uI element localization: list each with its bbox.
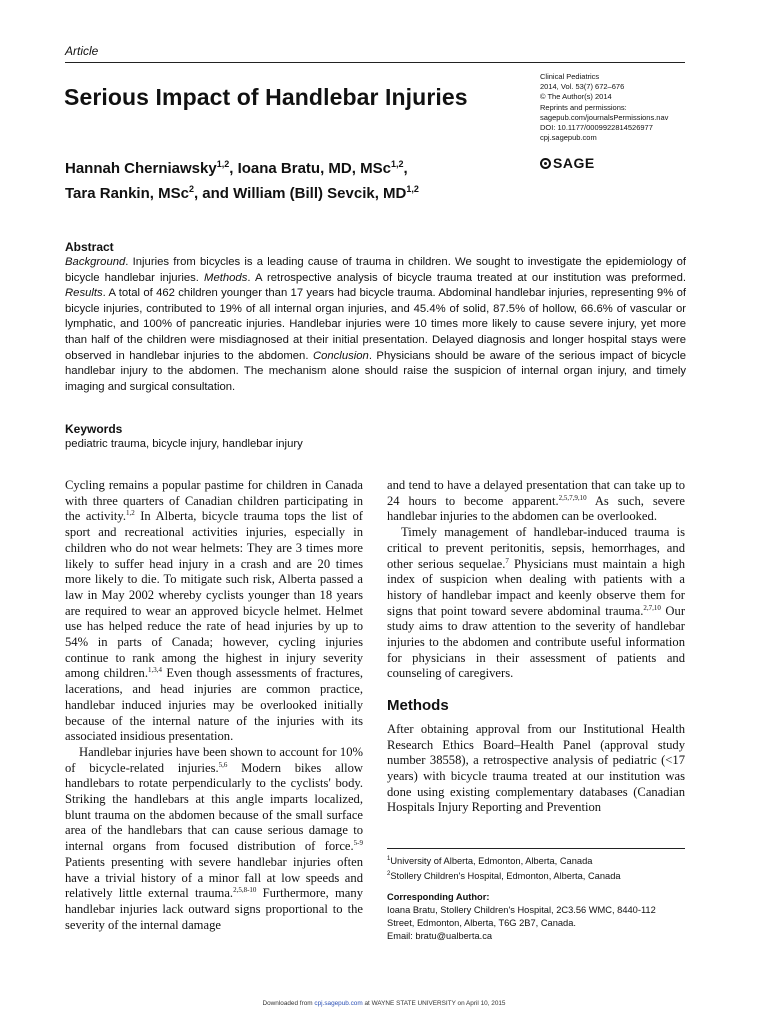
body-text: Furthermore, many handlebar injuries lack outward signs proportional to the severity of the internal damage — [65, 886, 363, 932]
body-paragraph — [387, 525, 685, 682]
body-column-right — [387, 478, 685, 816]
footnote-rule — [387, 848, 685, 849]
sage-logo-text: SAGE — [553, 155, 595, 171]
citation-ref[interactable]: 5,6 — [218, 760, 228, 769]
body-text: Physicians must maintain a high index of suspicion when dealing with patients with a history of handlebar impact and keenly observe them for signs that point toward severe abdominal trauma. — [387, 556, 686, 618]
affiliation-number: 2 — [387, 871, 391, 878]
article-type-label: Article — [65, 44, 99, 58]
keywords-heading: Keywords — [65, 422, 123, 436]
citation-ref[interactable]: 2,5,8-10 — [233, 886, 257, 895]
abstract-results-text: . A total of 462 children younger than 17 years had bicycle trauma. Abdominal handlebar injuries, representing 9% of bicycle injuries, contributed to 19% of all internal organ injuries, and 45.4% of solid, 87.5% of hollow, 66.6% of vascular or lymphatic, and 100% of pancreatic injuries. Handlebar injuries were 10 times more likely to cause severe injury, yet more than half of the children were misdiagnosed at their initial presentation. Delayed diagnosis and longer hospital stays were observed in handlebar injuries to the abdomen. — [65, 287, 686, 362]
author-name: Hannah Cherniawsky — [65, 160, 217, 177]
download-notice-text: at WAYNE STATE UNIVERSITY on April 10, 2015 — [362, 1000, 506, 1007]
sage-logo — [540, 155, 595, 171]
corresponding-author-heading: Corresponding Author: — [387, 892, 490, 903]
author-affiliation-ref: 1,2 — [390, 159, 404, 169]
citation-ref[interactable]: 7 — [505, 556, 509, 565]
affiliation-text: Stollery Children's Hospital, Edmonton, Alberta, Canada — [390, 871, 621, 882]
download-notice-text: Downloaded from — [262, 1000, 315, 1007]
affiliation-number: 1 — [387, 856, 391, 862]
abstract-methods-text: . A retrospective analysis of bicycle trauma treated at our institution was preformed. — [247, 271, 687, 284]
corresponding-author-email[interactable]: Email: bratu@ualberta.ca — [387, 931, 493, 942]
affiliation-text: University of Alberta, Edmonton, Alberta, Canada — [390, 856, 593, 867]
body-text: Cycling remains a popular pastime for children in Canada with three quarters of Canadian children participating in the activity. — [65, 478, 363, 524]
body-paragraph: After obtaining approval from our Institutional Health Research Ethics Board–Health Panel (approval study number 38558), a retrospective analysis of pediatric (<17 years) with bicycle trauma treated at our institution was done using existing complementary databases (Canadian Hospitals Injury Reporting and Prevention — [387, 721, 685, 815]
abstract-results-label: Results — [65, 287, 103, 300]
citation-ref[interactable]: 2,7,10 — [643, 603, 661, 612]
body-text: In Alberta, bicycle trauma tops the list of sport and recreational activities injuries, especially in children who do not wear helmets: They are 3 times more likely to suffer head injury in a crash and are 20 times more likely to die. To mitigate such risk, Alberta passed a law in May 2002 whereby cyclists younger than 18 years are required to wear an approved bicycle helmet. Helmet use has helped reduce the rate of head injuries by up to 54% in parts of Canada; however, cycling injuries continue to rank among the highest in injury severity among children. — [65, 509, 363, 681]
journal-info — [540, 72, 700, 143]
author-affiliation-ref: 1,2 — [216, 159, 230, 169]
body-text: Timely management of handlebar-induced trauma is critical to prevent peritonitis, sepsis, hemorrhages, and other serious sequelae. — [387, 525, 685, 571]
affiliation-note — [387, 853, 687, 868]
affiliation-note — [387, 868, 687, 883]
body-text: Handlebar injuries have been shown to account for 10% of bicycle-related injuries. — [65, 744, 363, 775]
keywords-section — [65, 422, 686, 452]
body-column-left — [65, 478, 363, 933]
methods-heading: Methods — [387, 697, 449, 715]
body-text: Modern bikes allow handlebars to rotate perpendicularly to the cyclists' body. Striking the handlebars at this angle imparts localized, blunt trauma on the abdomen because of the small surface area of the handlebars that can cause serious damage to internal organs from focused distribution of force. — [65, 760, 363, 854]
corresponding-author-address: Ioana Bratu, Stollery Children's Hospital, 2C3.56 WMC, 8440-112 — [387, 905, 656, 916]
footnotes — [387, 853, 687, 943]
citation-ref[interactable]: 2,5,7,9,10 — [558, 493, 587, 502]
abstract-methods-label: Methods — [204, 271, 248, 284]
author-list: Hannah Cherniawsky$^{1,2}$, Ioana Bratu, MD, MSc$^{1,2}$, Tara Rankin, MSc$^2$, and William (Bill) Sevcik, MD$^{1,2}$ — [65, 159, 419, 202]
author-name: Ioana Bratu, MD, MSc — [237, 160, 391, 177]
abstract-conclusion-label: Conclusion — [312, 349, 369, 362]
body-paragraph — [65, 478, 363, 745]
keywords-list: pediatric trauma, bicycle injury, handlebar injury — [65, 438, 303, 450]
citation-ref[interactable]: 1,2 — [125, 509, 135, 518]
body-text: Patients presenting with severe handlebar injuries often have a trivial history of a minor fall at low speeds and relatively little external trauma. — [65, 854, 363, 901]
journal-volume: 2014, Vol. 53(7) 672–676 — [540, 82, 625, 92]
doi-link[interactable]: DOI: 10.1177/0009922814526977 — [540, 123, 653, 133]
author-name: Tara Rankin, MSc — [65, 185, 189, 202]
citation-ref[interactable]: 1,3,4 — [148, 666, 163, 675]
sage-logo-icon — [540, 158, 551, 169]
body-text: Our study aims to draw attention to the severity of handlebar injuries to the abdomen and contribute useful information for physicians in their assessment of patients and counseling of caregivers. — [387, 603, 686, 681]
abstract-section — [65, 240, 686, 395]
author-affiliation-ref: 1,2 — [406, 184, 419, 194]
journal-site-link[interactable]: cpj.sagepub.com — [540, 133, 597, 143]
journal-name: Clinical Pediatrics — [540, 72, 600, 81]
body-paragraph — [65, 745, 363, 933]
body-paragraph — [387, 478, 685, 525]
abstract-background-text: . Injuries from bicycles is a leading cause of trauma in children. We sought to investigate the epidemiology of bicycle handlebar injuries. — [65, 256, 686, 284]
body-text: Even though assessments of fractures, lacerations, and head injuries are common practice, handlebar induced injuries may be overlooked initially because of the internal nature of the injuries with its associated insidious presentation. — [65, 666, 364, 744]
article-title: Serious Impact of Handlebar Injuries — [64, 84, 468, 110]
body-text: and tend to have a delayed presentation that can take up to 24 hours to become apparent. — [387, 478, 685, 508]
abstract-heading: Abstract — [65, 240, 114, 254]
citation-ref[interactable]: 5-9 — [353, 838, 363, 847]
reprints-link[interactable]: sagepub.com/journalsPermissions.nav — [540, 112, 669, 122]
download-notice — [0, 1000, 768, 1007]
author-affiliation-ref: 2 — [188, 184, 194, 194]
copyright-line: © The Author(s) 2014 — [540, 92, 612, 102]
abstract-conclusion-text: . Physicians should be aware of the serious impact of bicycle handlebar injury to the abdomen. The mechanism alone should raise the suspicion of internal organ injury, and timely imaging and surgical consultation. — [65, 349, 686, 393]
author-name: William (Bill) Sevcik, MD — [233, 185, 407, 202]
download-source-link[interactable]: cpj.sagepub.com — [314, 1000, 363, 1007]
reprints-label: Reprints and permissions: — [540, 102, 627, 112]
corresponding-author-address: Street, Edmonton, Alberta, T6G 2B7, Canada. — [387, 918, 576, 929]
abstract-text — [65, 255, 686, 395]
body-text: As such, severe handlebar injuries to the abdomen can be overlooked. — [387, 493, 686, 524]
abstract-background-label: Background — [65, 256, 126, 268]
header-rule — [65, 62, 685, 63]
